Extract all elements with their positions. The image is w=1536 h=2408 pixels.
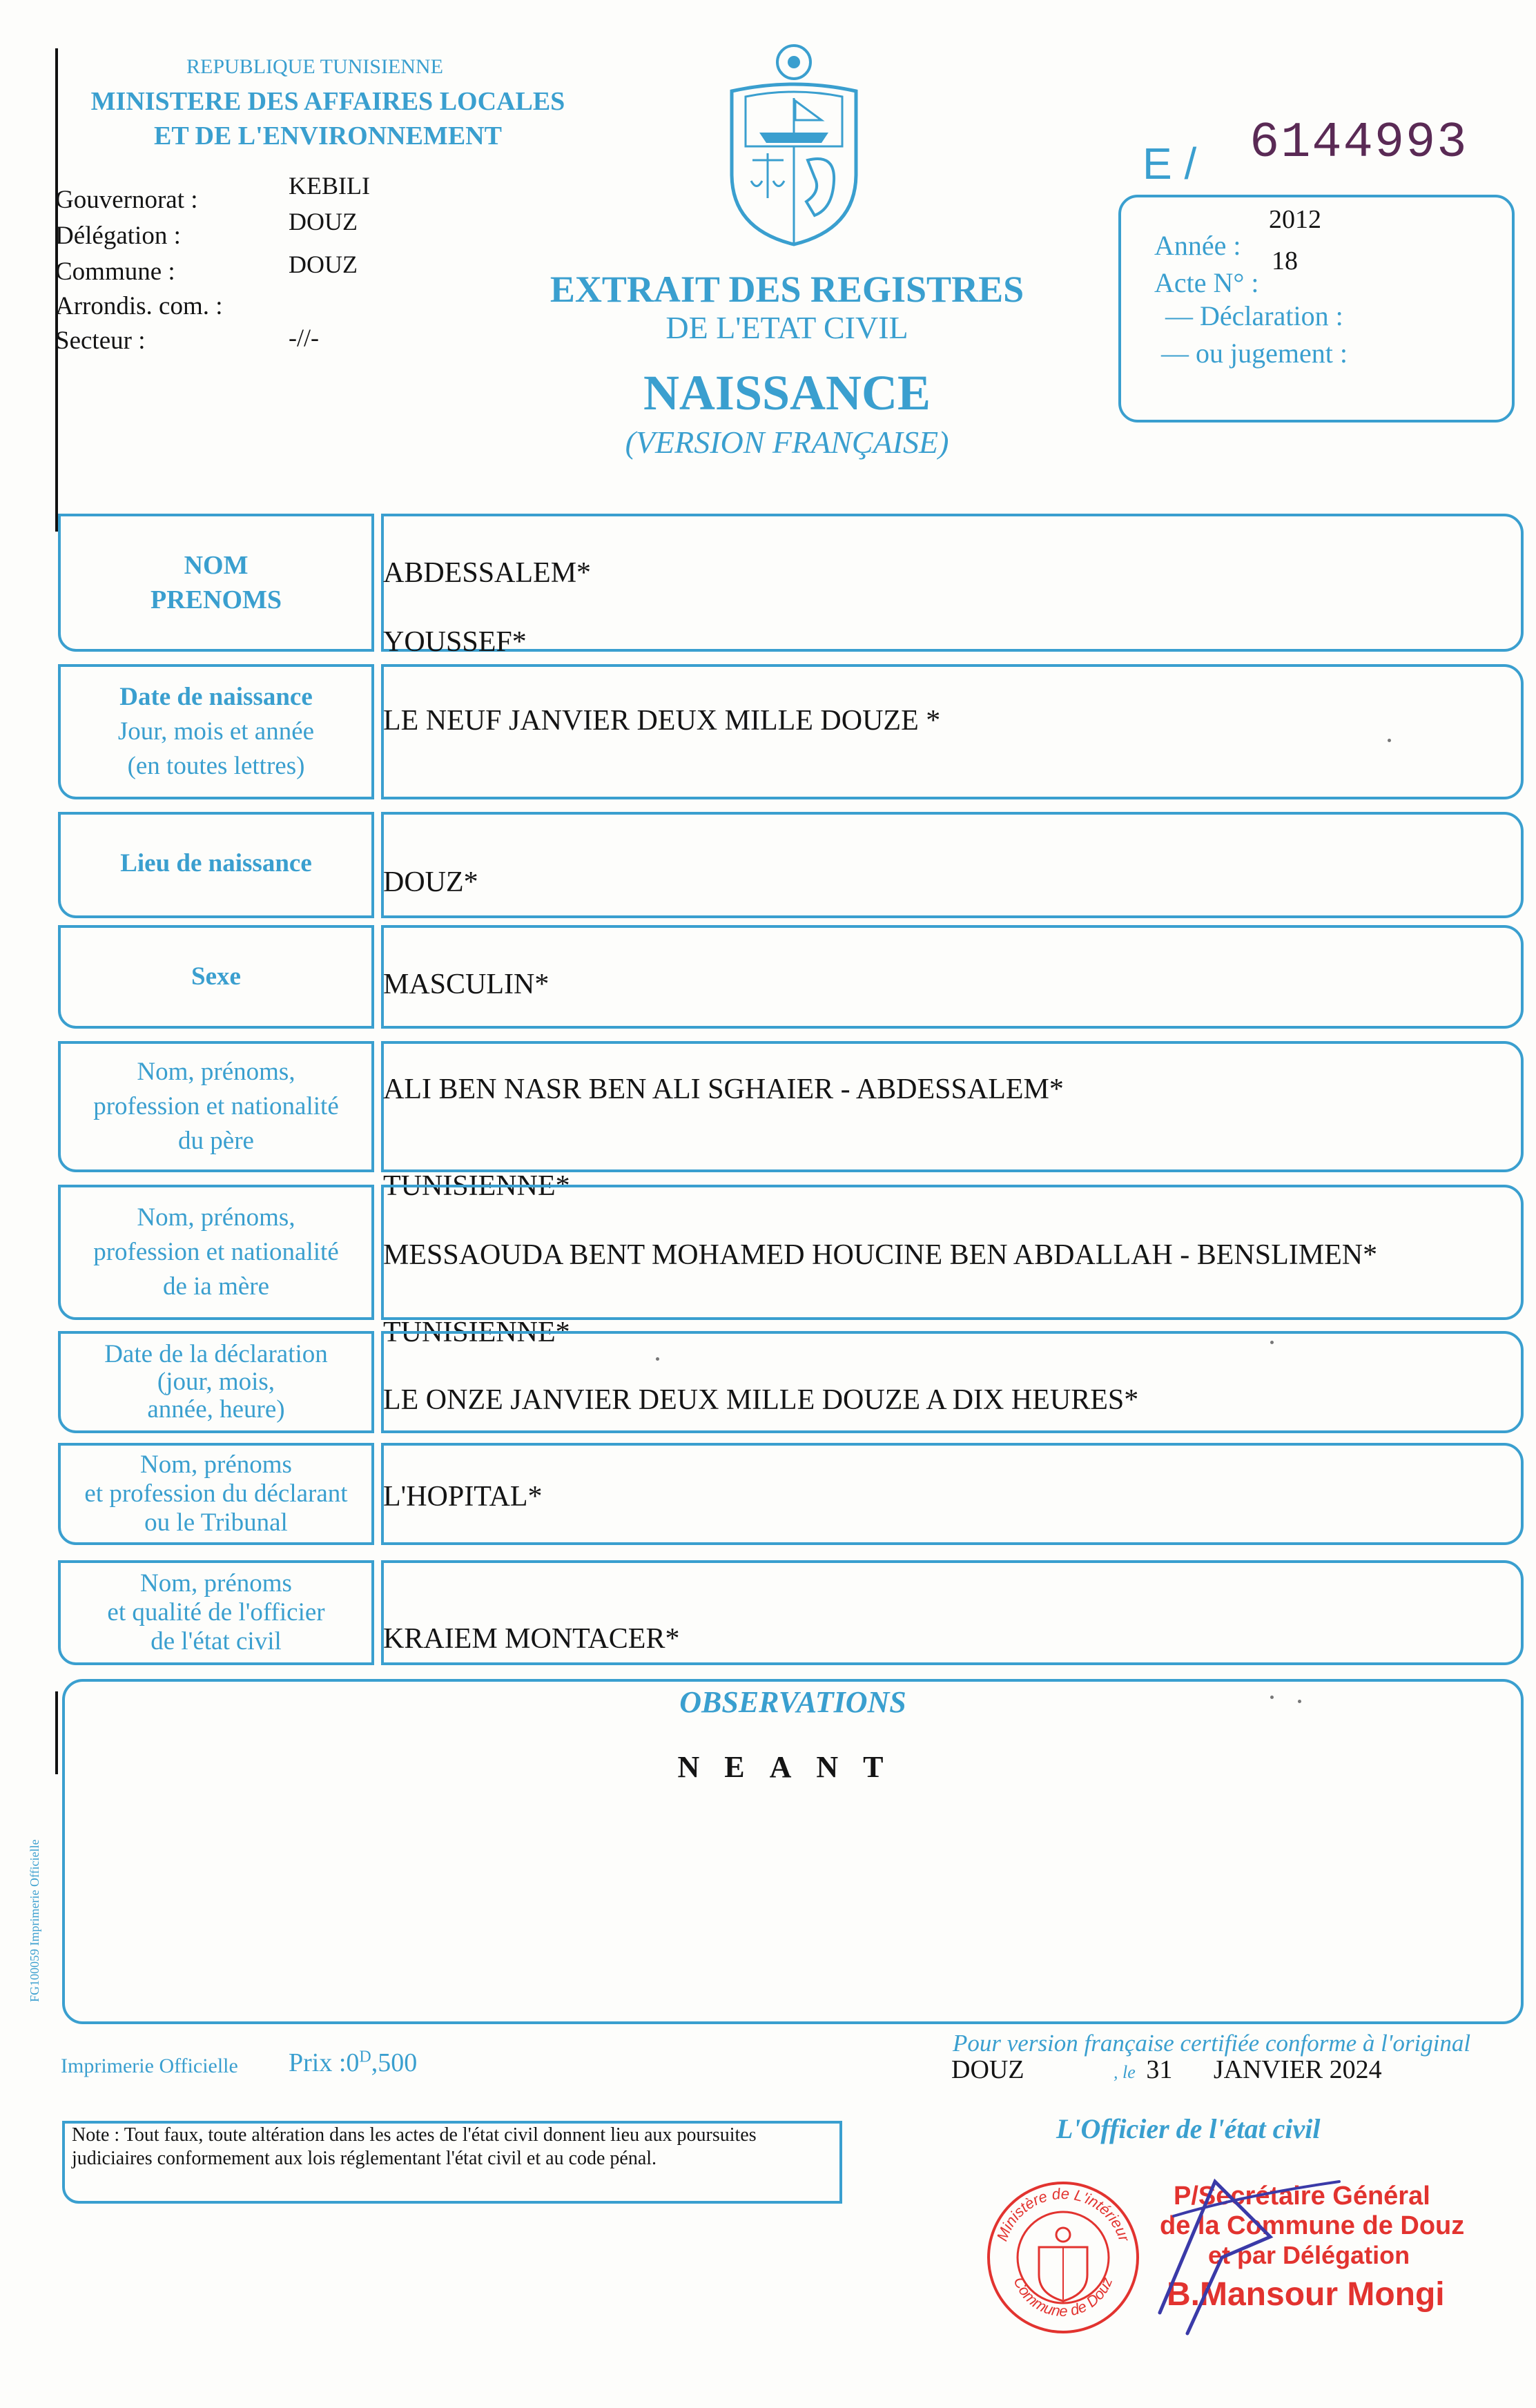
mere-label-box: Nom, prénoms, profession et nationalité de ia mère [58, 1185, 374, 1320]
annee-value: 2012 [1269, 205, 1321, 234]
observations-value: NEANT [677, 1750, 908, 1784]
sexe-field [381, 925, 1524, 1029]
issue-month-year: JANVIER 2024 [1213, 2055, 1382, 2084]
nom-value: ABDESSALEM* [383, 557, 592, 589]
officier-label-box: Nom, prénoms et qualité de l'officier de l'état civil [58, 1560, 374, 1665]
printer-code: FG100059 Imprimerie Officielle [28, 1839, 41, 2002]
mere-nationalite-value: TUNISIENNE* [383, 1317, 570, 1348]
ministere-heading: MINISTERE DES AFFAIRES LOCALES ET DE L'ENVIRONNEMENT [90, 87, 565, 150]
lieu-naissance-field [381, 812, 1524, 918]
scan-speck [1270, 1341, 1274, 1344]
declarant-field [381, 1443, 1524, 1545]
pere-field [381, 1041, 1524, 1172]
lieu-naissance-value: DOUZ* [383, 866, 478, 898]
certification-text: Pour version française certifiée conforme à l'original [953, 2030, 1471, 2057]
issue-date [951, 2055, 1382, 2085]
secteur-value: -//- [289, 324, 319, 351]
date-declaration-field [381, 1331, 1524, 1433]
republique-heading: REPUBLIQUE TUNISIENNE [186, 55, 443, 78]
date-declaration-label-box: Date de la déclaration (jour, mois, année, heure) [58, 1331, 374, 1433]
left-edge-line-lower [55, 1691, 58, 1774]
officier-value: KRAIEM MONTACER* [383, 1623, 680, 1655]
tunisia-coat-of-arms-icon [718, 43, 870, 250]
declarant-label-box: Nom, prénoms et profession du déclarant ou le Tribunal [58, 1443, 374, 1545]
title-naissance: NAISSANCE [643, 365, 931, 420]
arrondissement-label: Arrondis. com. : [55, 292, 223, 320]
declarant-value: L'HOPITAL* [383, 1481, 543, 1513]
scan-speck [656, 1357, 659, 1361]
date-naissance-label-box: Date de naissance Jour, mois et année (en toutes lettres) [58, 664, 374, 799]
scan-speck [1270, 1696, 1274, 1699]
left-edge-line [55, 48, 58, 532]
handwritten-signature-icon [1132, 2154, 1464, 2347]
pere-value: ALI BEN NASR BEN ALI SGHAIER - ABDESSALEM* [383, 1074, 1064, 1105]
tunisia-emblem-stamp-icon [984, 2178, 1143, 2337]
issue-place: DOUZ [951, 2055, 1024, 2084]
mere-value: MESSAOUDA BENT MOHAMED HOUCINE BEN ABDALLAH - BENSLIMEN* [383, 1239, 1378, 1271]
prix-label: Prix $:0^D,500$ [289, 2048, 418, 2077]
secteur-label: Secteur : [55, 327, 146, 355]
acte-value: 18 [1272, 246, 1298, 275]
issue-day: 31 [1146, 2055, 1173, 2084]
gouvernorat-value: KEBILI [289, 172, 370, 200]
jugement-box-label: — ou jugement : [1161, 338, 1348, 369]
officer-title: L'Officier de l'état civil [1056, 2113, 1321, 2144]
scan-speck [1388, 739, 1391, 742]
date-naissance-value: LE NEUF JANVIER DEUX MILLE DOUZE * [383, 705, 941, 737]
svg-text:Ministère de L'intérieur: Ministère de L'intérieur [993, 2184, 1134, 2244]
gouvernorat-label: Gouvernorat : [55, 186, 198, 214]
prenom-value: YOUSSEF* [383, 626, 527, 658]
annee-label: Année : [1154, 230, 1241, 261]
legal-note: Note : Tout faux, toute altération dans les actes de l'état civil donnent lieu aux poursuites judiciaires conformement aux lois réglementant l'état civil et au code pénal. [72, 2124, 757, 2169]
serial-prefix: E / [1143, 139, 1197, 188]
svg-text:Commune de Douz: Commune de Douz [1010, 2274, 1116, 2320]
declaration-box-label: — Déclaration : [1165, 300, 1343, 331]
commune-value: DOUZ [289, 251, 358, 278]
pere-label-box: Nom, prénoms, profession et nationalité du père [58, 1041, 374, 1172]
imprimerie-label: Imprimerie Officielle [61, 2055, 238, 2077]
acte-label: Acte N° : [1154, 267, 1259, 298]
title-extrait: EXTRAIT DES REGISTRES [550, 269, 1024, 310]
sexe-value: MASCULIN* [383, 969, 550, 1000]
commune-label: Commune : [55, 258, 175, 286]
date-declaration-value: LE ONZE JANVIER DEUX MILLE DOUZE A DIX HEURES* [383, 1384, 1139, 1416]
lieu-naissance-label-box: Lieu de naissance [58, 812, 374, 918]
scan-speck [1298, 1700, 1301, 1703]
pere-nationalite-value: TUNISIENNE* [383, 1170, 570, 1202]
sexe-label-box: Sexe [58, 925, 374, 1029]
observations-title: OBSERVATIONS [679, 1685, 906, 1719]
delegation-value: DOUZ [289, 208, 358, 235]
serial-number: 6144993 [1250, 115, 1468, 171]
delegation-label: Délégation : [55, 222, 181, 250]
nom-prenoms-label-box: NOM PRENOMS [58, 514, 374, 652]
issue-le: , le [1114, 2062, 1136, 2082]
title-version: (VERSION FRANÇAISE) [625, 425, 949, 460]
title-etat-civil: DE L'ETAT CIVIL [665, 310, 908, 345]
signature-block: P/Secrétaire Général de la Commune de Douz et par Délégation B.Mansour Mongi [1160, 2182, 1465, 2313]
observations-box [62, 1679, 1524, 2024]
